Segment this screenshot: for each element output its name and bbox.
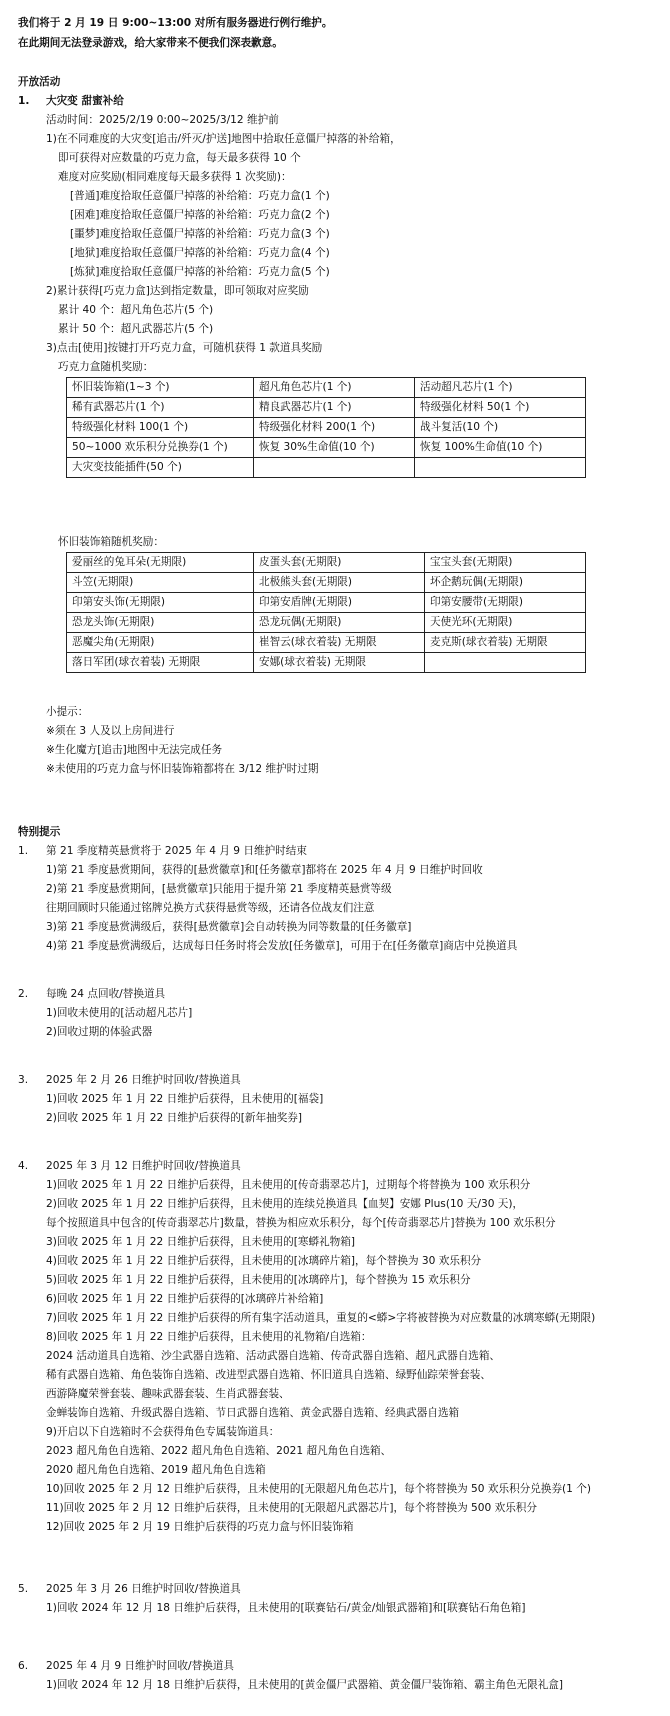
special-title: 2025 年 4 月 9 日维护时回收/替换道具 (46, 1660, 234, 1672)
tips-title: 小提示： (46, 706, 89, 718)
difficulty-reward: [炼狱]难度拾取任意僵尸掉落的补给箱：巧克力盒(5 个) (70, 266, 330, 278)
special-line: 7)回收 2025 年 1 月 22 日维护后获得的所有集字活动道具，重复的<蟒>字将被替换为对应数量的冰璃寒蟒(无期限) (46, 1312, 596, 1324)
table-cell: 印第安头饰(无期限) (67, 593, 254, 613)
special-title: 2025 年 3 月 12 日维护时回收/替换道具 (46, 1160, 241, 1172)
special-line: 西游降魔荣誉套装、趣味武器套装、生肖武器套装、 (46, 1388, 290, 1400)
table-cell: 特级强化材料 50(1 个) (415, 398, 586, 418)
difficulty-reward: [普通]难度拾取任意僵尸掉落的补给箱：巧克力盒(1 个) (70, 190, 330, 202)
maintenance-notice: 我们将于 2 月 19 日 9:00~13:00 对所有服务器进行例行维护。 (18, 17, 333, 29)
table-cell: 怀旧装饰箱(1~3 个) (67, 378, 254, 398)
special-line: 9)开启以下自选箱时不会获得角色专属装饰道具： (46, 1426, 280, 1438)
special-line: 2)第 21 季度悬赏期间，[悬赏徽章]只能用于提升第 21 季度精英悬赏等级 (46, 883, 392, 895)
tip-item: ※生化魔方[追击]地图中无法完成任务 (46, 744, 223, 756)
table-cell: 恐龙玩偶(无期限) (254, 613, 425, 633)
table-cell: 宝宝头套(无期限) (425, 553, 586, 573)
table-cell: 恐龙头饰(无期限) (67, 613, 254, 633)
table-cell: 落日军团(球衣着装) 无期限 (67, 653, 254, 673)
special-line: 2023 超凡角色自选箱、2022 超凡角色自选箱、2021 超凡角色自选箱、 (46, 1445, 392, 1457)
cumulative-reward: 累计 50 个：超凡武器芯片(5 个) (58, 323, 214, 335)
table-cell (425, 653, 586, 673)
table-row (67, 418, 586, 438)
special-number: 4. (18, 1160, 29, 1172)
retro-reward-title: 怀旧装饰箱随机奖励： (58, 536, 164, 548)
table-cell: 恶魔尖角(无期限) (67, 633, 254, 653)
table-cell: 恢复 30%生命值(10 个) (254, 438, 415, 458)
table-row (67, 573, 586, 593)
table-cell: 斗笠(无期限) (67, 573, 254, 593)
special-line: 1)回收 2025 年 1 月 22 日维护后获得，且未使用的[传奇翡翠芯片]，过期每个将替换为 100 欢乐积分 (46, 1179, 531, 1191)
special-line: 5)回收 2025 年 1 月 22 日维护后获得，且未使用的[冰璃碎片]，每个替换为 15 欢乐积分 (46, 1274, 471, 1286)
table-cell: 精良武器芯片(1 个) (254, 398, 415, 418)
special-line: 2)回收过期的体验武器 (46, 1026, 153, 1038)
table-cell: 崔智云(球衣着装) 无期限 (254, 633, 425, 653)
special-line: 稀有武器自选箱、角色装饰自选箱、改进型武器自选箱、怀旧道具自选箱、绿野仙踪荣誉套装、 (46, 1369, 491, 1381)
table-row (67, 398, 586, 418)
special-line: 2020 超凡角色自选箱、2019 超凡角色自选箱 (46, 1464, 266, 1476)
special-line: 10)回收 2025 年 2 月 12 日维护后获得，且未使用的[无限超凡角色芯片]，每个将替换为 50 欢乐积分兑换券(1 个) (46, 1483, 592, 1495)
table-cell: 活动超凡芯片(1 个) (415, 378, 586, 398)
table-cell: 超凡角色芯片(1 个) (254, 378, 415, 398)
event-rule-1a: 1)在不同难度的大灾变[追击/歼灭/护送]地图中拾取任意僵尸掉落的补给箱， (46, 133, 401, 145)
event-rule-1b: 即可获得对应数量的巧克力盒，每天最多获得 10 个 (58, 152, 301, 164)
event-rule-3: 3)点击[使用]按键打开巧克力盒，可随机获得 1 款道具奖励 (46, 342, 323, 354)
special-line: 2)回收 2025 年 1 月 22 日维护后获得，且未使用的连续兑换道具【血契】安娜 Plus(10 天/30 天)， (46, 1198, 524, 1210)
special-number: 3. (18, 1074, 29, 1086)
table-cell: 皮蛋头套(无期限) (254, 553, 425, 573)
table-row (67, 378, 586, 398)
special-line: 1)回收 2025 年 1 月 22 日维护后获得，且未使用的[福袋] (46, 1093, 324, 1105)
table-cell: 稀有武器芯片(1 个) (67, 398, 254, 418)
table-row (67, 438, 586, 458)
special-line: 每个按照道具中包含的[传奇翡翠芯片]数量，替换为相应欢乐积分，每个[传奇翡翠芯片]替换为 100 欢乐积分 (46, 1217, 556, 1229)
table-cell: 安娜(球衣着装) 无期限 (254, 653, 425, 673)
special-line: 1)回收 2024 年 12 月 18 日维护后获得，且未使用的[联赛钻石/黄金/灿银武器箱]和[联赛钻石角色箱] (46, 1602, 526, 1614)
tip-item: ※未使用的巧克力盒与怀旧装饰箱都将在 3/12 维护时过期 (46, 763, 319, 775)
difficulty-reward: [噩梦]难度拾取任意僵尸掉落的补给箱：巧克力盒(3 个) (70, 228, 330, 240)
event-number: 1. (18, 95, 30, 107)
special-line: 4)第 21 季度悬赏满级后，达成每日任务时将会发放[任务徽章]，可用于在[任务徽章]商店中兑换道具 (46, 940, 518, 952)
table-row (67, 613, 586, 633)
table-cell: 特级强化材料 100(1 个) (67, 418, 254, 438)
special-line: 8)回收 2025 年 1 月 22 日维护后获得，且未使用的礼物箱/自选箱： (46, 1331, 372, 1343)
table-cell: 麦克斯(球衣着装) 无期限 (425, 633, 586, 653)
special-line: 12)回收 2025 年 2 月 19 日维护后获得的巧克力盒与怀旧装饰箱 (46, 1521, 354, 1533)
special-line: 11)回收 2025 年 2 月 12 日维护后获得，且未使用的[无限超凡武器芯片]，每个将替换为 500 欢乐积分 (46, 1502, 537, 1514)
event-time: 活动时间：2025/2/19 0:00~2025/3/12 维护前 (46, 114, 279, 126)
special-line: 2024 活动道具自选箱、沙尘武器自选箱、活动武器自选箱、传奇武器自选箱、超凡武器自选箱、 (46, 1350, 501, 1362)
tip-item: ※须在 3 人及以上房间进行 (46, 725, 175, 737)
table-cell (415, 458, 586, 478)
special-line: 4)回收 2025 年 1 月 22 日维护后获得，且未使用的[冰璃碎片箱]，每个替换为 30 欢乐积分 (46, 1255, 482, 1267)
table-cell (254, 458, 415, 478)
special-line: 3)第 21 季度悬赏满级后，获得[悬赏徽章]会自动转换为同等数量的[任务徽章] (46, 921, 412, 933)
retro-reward-table (66, 552, 586, 673)
table-row (67, 458, 586, 478)
apology-notice: 在此期间无法登录游戏，给大家带来不便我们深表歉意。 (18, 37, 283, 49)
special-line: 往期回顾时只能通过铭牌兑换方式获得悬赏等级，还请各位战友们注意 (46, 902, 375, 914)
table-cell: 战斗复活(10 个) (415, 418, 586, 438)
special-number: 1. (18, 845, 29, 857)
table-cell: 北极熊头套(无期限) (254, 573, 425, 593)
special-number: 2. (18, 988, 29, 1000)
special-line: 1)回收未使用的[活动超凡芯片] (46, 1007, 193, 1019)
table-cell: 特级强化材料 200(1 个) (254, 418, 415, 438)
special-heading: 特别提示 (18, 826, 61, 838)
table-row (67, 633, 586, 653)
table-row (67, 653, 586, 673)
special-line: 1)第 21 季度悬赏期间，获得的[悬赏徽章]和[任务徽章]都将在 2025 年 4 月 9 日维护时回收 (46, 864, 483, 876)
table-cell: 爱丽丝的兔耳朵(无期限) (67, 553, 254, 573)
cumulative-reward: 累计 40 个：超凡角色芯片(5 个) (58, 304, 214, 316)
difficulty-title: 难度对应奖励(相同难度每天最多获得 1 次奖励)： (58, 171, 292, 183)
choco-reward-title: 巧克力盒随机奖励： (58, 361, 154, 373)
choco-reward-table (66, 377, 586, 478)
special-line: 金蝉装饰自选箱、升级武器自选箱、节日武器自选箱、黄金武器自选箱、经典武器自选箱 (46, 1407, 460, 1419)
special-line: 1)回收 2024 年 12 月 18 日维护后获得，且未使用的[黄金僵尸武器箱、黄金僵尸装饰箱、霸主角色无限礼盒] (46, 1679, 564, 1691)
table-cell: 恢复 100%生命值(10 个) (415, 438, 586, 458)
table-cell: 印第安腰带(无期限) (425, 593, 586, 613)
event-title: 大灾变 甜蜜补给 (46, 95, 124, 107)
special-title: 2025 年 3 月 26 日维护时回收/替换道具 (46, 1583, 241, 1595)
open-events-heading: 开放活动 (18, 76, 61, 88)
table-cell: 大灾变技能插件(50 个) (67, 458, 254, 478)
table-row (67, 553, 586, 573)
difficulty-reward: [困难]难度拾取任意僵尸掉落的补给箱：巧克力盒(2 个) (70, 209, 330, 221)
difficulty-reward: [地狱]难度拾取任意僵尸掉落的补给箱：巧克力盒(4 个) (70, 247, 330, 259)
table-cell: 50~1000 欢乐积分兑换券(1 个) (67, 438, 254, 458)
table-cell: 天使光环(无期限) (425, 613, 586, 633)
special-title: 2025 年 2 月 26 日维护时回收/替换道具 (46, 1074, 241, 1086)
special-title: 每晚 24 点回收/替换道具 (46, 988, 166, 1000)
special-title: 第 21 季度精英悬赏将于 2025 年 4 月 9 日维护时结束 (46, 845, 307, 857)
table-row (67, 593, 586, 613)
special-number: 5. (18, 1583, 29, 1595)
event-rule-2: 2)累计获得[巧克力盒]达到指定数量，即可领取对应奖励 (46, 285, 309, 297)
special-line: 6)回收 2025 年 1 月 22 日维护后获得的[冰璃碎片补给箱] (46, 1293, 324, 1305)
table-cell: 坏企鹅玩偶(无期限) (425, 573, 586, 593)
special-line: 2)回收 2025 年 1 月 22 日维护后获得的[新年抽奖券] (46, 1112, 303, 1124)
special-line: 3)回收 2025 年 1 月 22 日维护后获得，且未使用的[寒蟒礼物箱] (46, 1236, 355, 1248)
table-cell: 印第安盾牌(无期限) (254, 593, 425, 613)
special-number: 6. (18, 1660, 29, 1672)
